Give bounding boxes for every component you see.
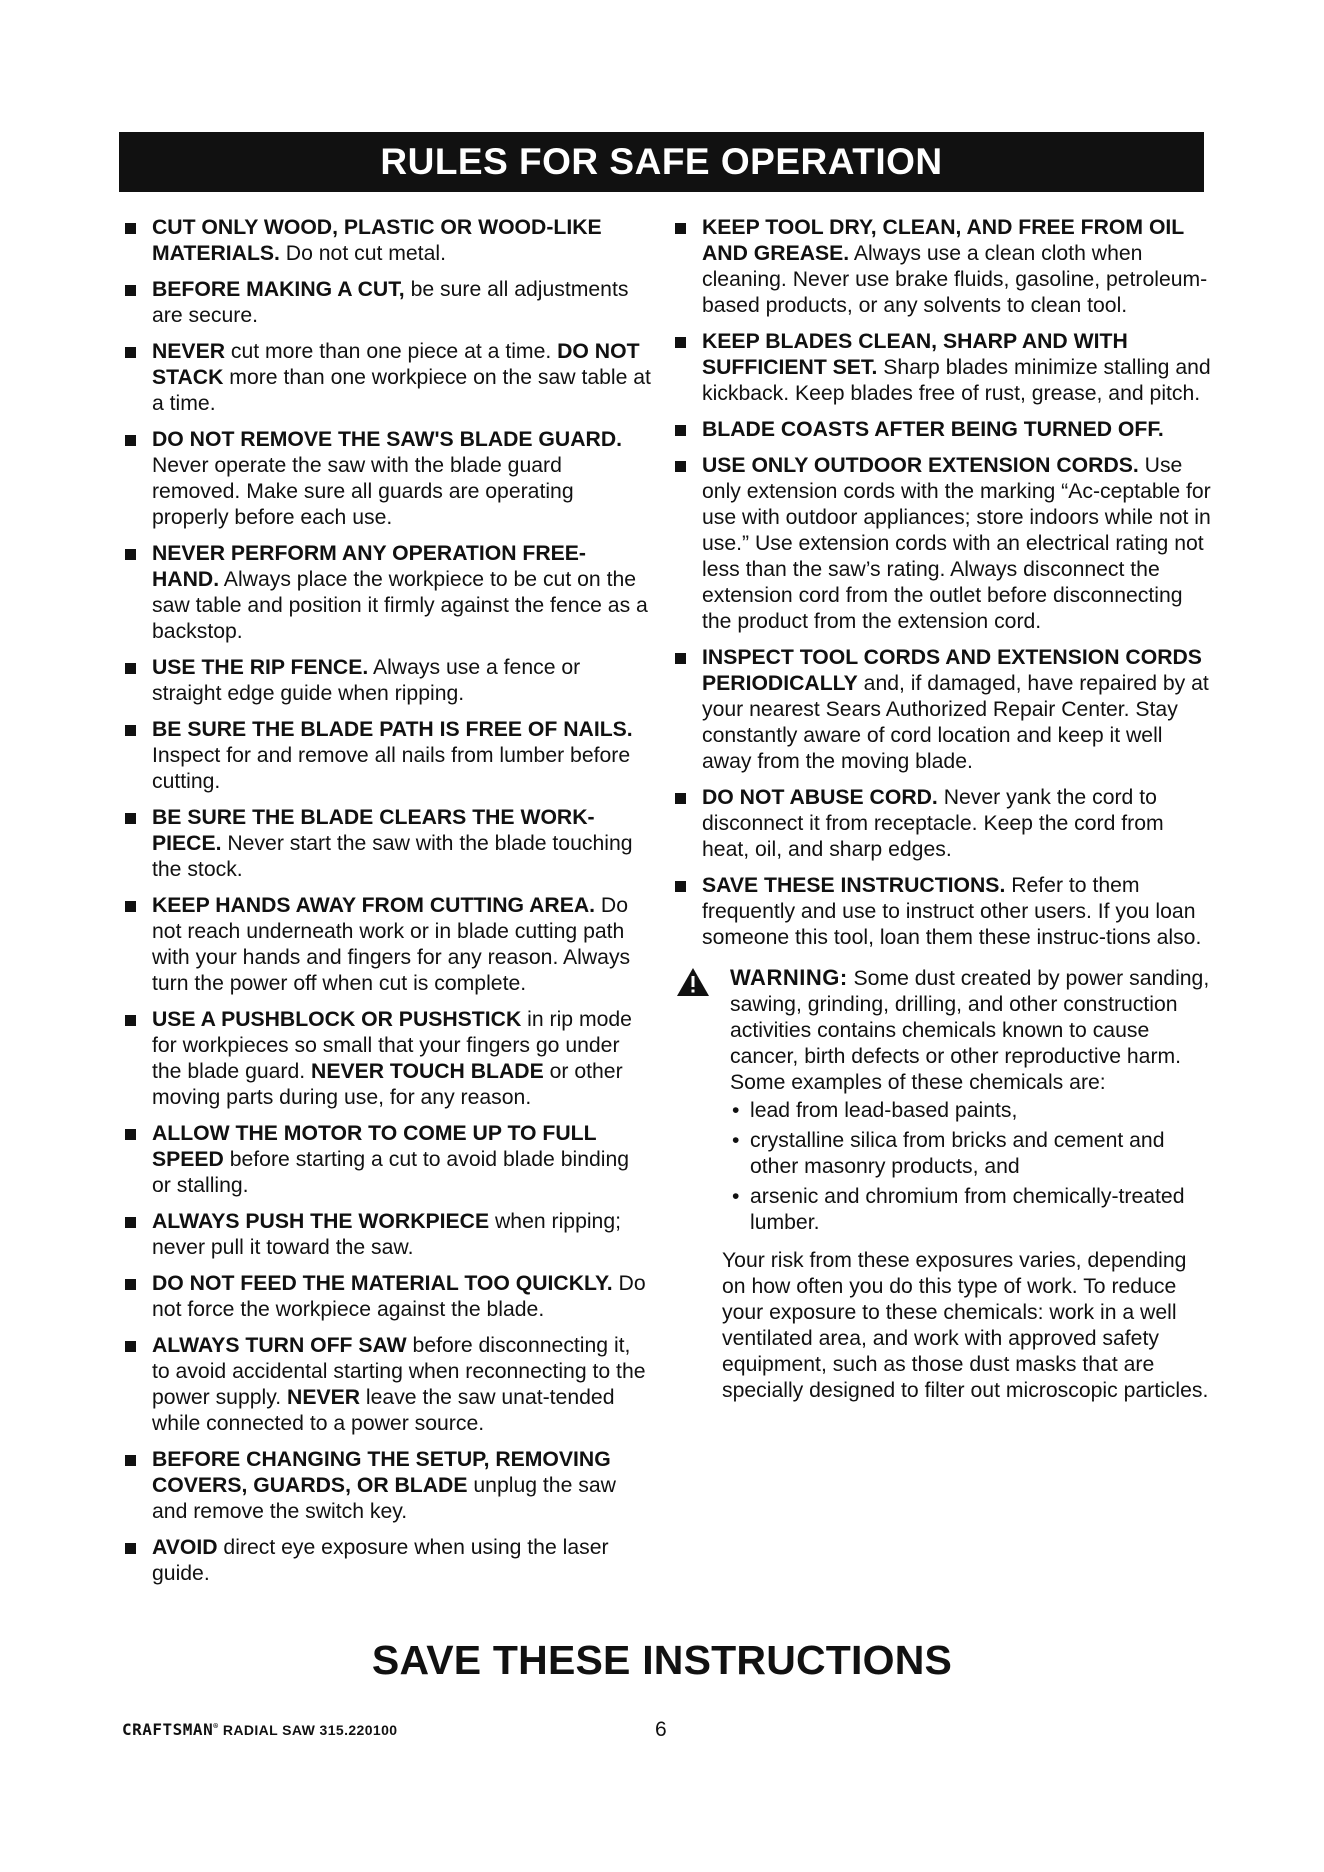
rules-column-left (122, 215, 652, 1597)
exposure-risk-paragraph: Your risk from these exposures varies, depending on how often you do this type of work. To reduce your exposure to these chemicals: work in a well ventilated area, and work with approved safety equipment, such as those dust masks that are specially designed to filter out microscopic particles. (722, 1249, 1209, 1402)
list-item: • crystalline silica from bricks and cement and other masonry products, and (732, 1129, 1165, 1178)
rule-item (672, 873, 1212, 951)
rule-text: Do not reach underneath work or in blade cutting path with your hands and fingers for any reason. Always turn the power off when cut is complete. (152, 894, 631, 995)
rule-text: Do not cut metal. (279, 242, 446, 265)
rule-item (122, 1333, 652, 1437)
rule-heading: AVOID (152, 1536, 218, 1559)
rule-text: Refer to them frequently and use to instruct other users. If you loan someone this tool, loan them these instruc-tions also. (702, 874, 1202, 949)
rule-item (122, 893, 652, 997)
square-bullet-icon (125, 1129, 136, 1140)
square-bullet-icon (125, 435, 136, 446)
rule-heading: BEFORE MAKING A CUT, (152, 278, 405, 301)
rule-item (672, 329, 1212, 407)
rule-item (672, 785, 1212, 863)
rule-item (122, 427, 652, 531)
page-number: 6 (655, 1718, 667, 1741)
rule-item (122, 805, 652, 883)
rule-item (672, 645, 1212, 775)
square-bullet-icon (675, 337, 686, 348)
rule-text: unplug the saw and remove the switch key. (152, 1474, 616, 1523)
rule-item (122, 541, 652, 645)
rule-heading: NEVER (287, 1386, 361, 1409)
square-bullet-icon (675, 653, 686, 664)
rule-heading: NEVER TOUCH BLADE (311, 1060, 544, 1083)
rule-text: Never yank the cord to disconnect it from receptacle. Keep the cord from heat, oil, and sharp edges. (702, 786, 1164, 861)
rule-item (672, 215, 1212, 319)
rule-text: direct eye exposure when using the laser guide. (152, 1536, 609, 1585)
rule-item (122, 1447, 652, 1525)
rule-heading: DO NOT FEED THE MATERIAL TOO QUICKLY. (152, 1272, 613, 1295)
rule-text: Use only extension cords with the marking “Ac-ceptable for use with outdoor appliances; store indoors while not in use.” Use extension cords with an electrical rating not less than the saw’s rating. Always disconnect the extension cord from the outlet before disconnecting the product from the extension cord. (702, 454, 1211, 633)
rule-item (122, 1271, 652, 1323)
rule-heading: USE A PUSHBLOCK OR PUSHSTICK (152, 1008, 522, 1031)
warning-label: WARNING: (730, 965, 848, 990)
rule-item (122, 1007, 652, 1111)
rule-text: Always place the workpiece to be cut on the saw table and position it firmly against the fence as a backstop. (152, 568, 648, 643)
rule-heading: NEVER PERFORM ANY OPERATION FREE-HAND. (152, 542, 586, 591)
list-item: • lead from lead-based paints, (732, 1099, 1018, 1122)
square-bullet-icon (125, 1341, 136, 1352)
rule-heading: CUT ONLY WOOD, PLASTIC OR WOOD-LIKE MATERIALS. (152, 216, 602, 265)
rule-text: or other moving parts during use, for any reason. (152, 1060, 623, 1109)
square-bullet-icon (125, 347, 136, 358)
rule-heading: DO NOT STACK (152, 340, 640, 389)
square-bullet-icon (675, 793, 686, 804)
rule-heading: BE SURE THE BLADE PATH IS FREE OF NAILS. (152, 718, 633, 741)
rule-item (122, 215, 652, 267)
rule-item (122, 1121, 652, 1199)
rule-item (122, 717, 652, 795)
rule-text: Never operate the saw with the blade guard removed. Make sure all guards are operating properly before each use. (152, 454, 574, 529)
rule-heading: KEEP BLADES CLEAN, SHARP AND WITH SUFFICIENT SET. (702, 330, 1128, 379)
rule-text: cut more than one piece at a time. (225, 340, 558, 363)
rule-heading: USE ONLY OUTDOOR EXTENSION CORDS. (702, 454, 1139, 477)
square-bullet-icon (675, 223, 686, 234)
rule-heading: INSPECT TOOL CORDS AND EXTENSION CORDS PERIODICALLY (702, 646, 1202, 695)
square-bullet-icon (125, 663, 136, 674)
square-bullet-icon (125, 549, 136, 560)
rule-heading: DO NOT ABUSE CORD. (702, 786, 938, 809)
rule-heading: BE SURE THE BLADE CLEARS THE WORK-PIECE. (152, 806, 595, 855)
section-title: RULES FOR SAFE OPERATION (380, 141, 943, 182)
list-item-text: lead from lead-based paints, (750, 1099, 1018, 1122)
square-bullet-icon (125, 1217, 136, 1228)
square-bullet-icon (125, 813, 136, 824)
rule-text: Never start the saw with the blade touching the stock. (152, 832, 633, 881)
rules-column-right (672, 215, 1212, 1404)
square-bullet-icon (675, 461, 686, 472)
rule-item (122, 655, 652, 707)
rule-text: Always use a fence or straight edge guide when ripping. (152, 656, 581, 705)
square-bullet-icon (125, 1015, 136, 1026)
rule-heading: ALWAYS TURN OFF SAW (152, 1334, 407, 1357)
rule-heading: KEEP HANDS AWAY FROM CUTTING AREA. (152, 894, 596, 917)
rule-item (122, 277, 652, 329)
rule-heading: BLADE COASTS AFTER BEING TURNED OFF. (702, 418, 1164, 441)
list-item: • arsenic and chromium from chemically-treated lumber. (732, 1185, 1185, 1234)
rule-item (122, 339, 652, 417)
rule-text: when ripping; never pull it toward the saw. (152, 1210, 622, 1259)
square-bullet-icon (125, 1279, 136, 1290)
rule-text: Sharp blades minimize stalling and kickback. Keep blades free of rust, grease, and pitch. (702, 356, 1211, 405)
rule-text: be sure all adjustments are secure. (152, 278, 629, 327)
rule-text: more than one workpiece on the saw table at a time. (152, 366, 651, 415)
list-item-text: crystalline silica from bricks and cement and other masonry products, and (750, 1129, 1165, 1178)
rule-heading: BEFORE CHANGING THE SETUP, REMOVING COVERS, GUARDS, OR BLADE (152, 1448, 611, 1497)
warning-notice (672, 965, 1212, 1236)
square-bullet-icon (675, 881, 686, 892)
square-bullet-icon (125, 901, 136, 912)
rule-heading: USE THE RIP FENCE. (152, 656, 369, 679)
craftsman-logo: CRAFTSMAN® (122, 1720, 219, 1739)
warning-text: Some dust created by power sanding, sawing, grinding, drilling, and other construction activities contains chemicals known to cause cancer, birth defects or other reproductive harm. Some examples of these chemicals are: (730, 967, 1210, 1094)
rule-heading: SAVE THESE INSTRUCTIONS. (702, 874, 1006, 897)
rule-heading: NEVER (152, 340, 225, 363)
rule-item (122, 1209, 652, 1261)
rule-heading: KEEP TOOL DRY, CLEAN, AND FREE FROM OIL AND GREASE. (702, 216, 1184, 265)
rule-text: in rip mode for workpieces so small that your fingers go under the blade guard. (152, 1008, 632, 1083)
rule-text: before starting a cut to avoid blade binding or stalling. (152, 1148, 630, 1197)
rule-heading: DO NOT REMOVE THE SAW'S BLADE GUARD. (152, 428, 623, 451)
save-instructions-heading: SAVE THESE INSTRUCTIONS (371, 1637, 953, 1683)
rule-text: leave the saw unat-tended while connected to a power source. (152, 1386, 615, 1435)
square-bullet-icon (125, 1543, 136, 1554)
square-bullet-icon (125, 285, 136, 296)
rule-text: before disconnecting it, to avoid accidental starting when reconnecting to the power supply. (152, 1334, 646, 1409)
model-text: RADIAL SAW 315.220100 (222, 1722, 398, 1738)
warning-triangle-icon (676, 967, 710, 997)
chemical-list (730, 1098, 1212, 1236)
list-item-text: arsenic and chromium from chemically-treated lumber. (750, 1185, 1185, 1234)
rule-text: Do not force the workpiece against the blade. (152, 1272, 646, 1321)
rules-list-right (672, 215, 1212, 951)
rule-item (672, 417, 1212, 443)
model-line (122, 1720, 398, 1739)
rule-heading: ALLOW THE MOTOR TO COME UP TO FULL SPEED (152, 1122, 597, 1171)
square-bullet-icon (125, 725, 136, 736)
square-bullet-icon (675, 425, 686, 436)
rule-item (672, 453, 1212, 635)
square-bullet-icon (125, 223, 136, 234)
rule-text: Always use a clean cloth when cleaning. Never use brake fluids, gasoline, petroleum-based products, or any solvents to clean tool. (702, 242, 1208, 317)
rule-item (122, 1535, 652, 1587)
rule-text: and, if damaged, have repaired by at your nearest Sears Authorized Repair Center. Stay constantly aware of cord location and keep it well away from the moving blade. (702, 672, 1209, 773)
square-bullet-icon (125, 1455, 136, 1466)
rule-heading: ALWAYS PUSH THE WORKPIECE (152, 1210, 490, 1233)
rule-text: Inspect for and remove all nails from lumber before cutting. (152, 744, 631, 793)
section-title-banner (119, 132, 1204, 192)
